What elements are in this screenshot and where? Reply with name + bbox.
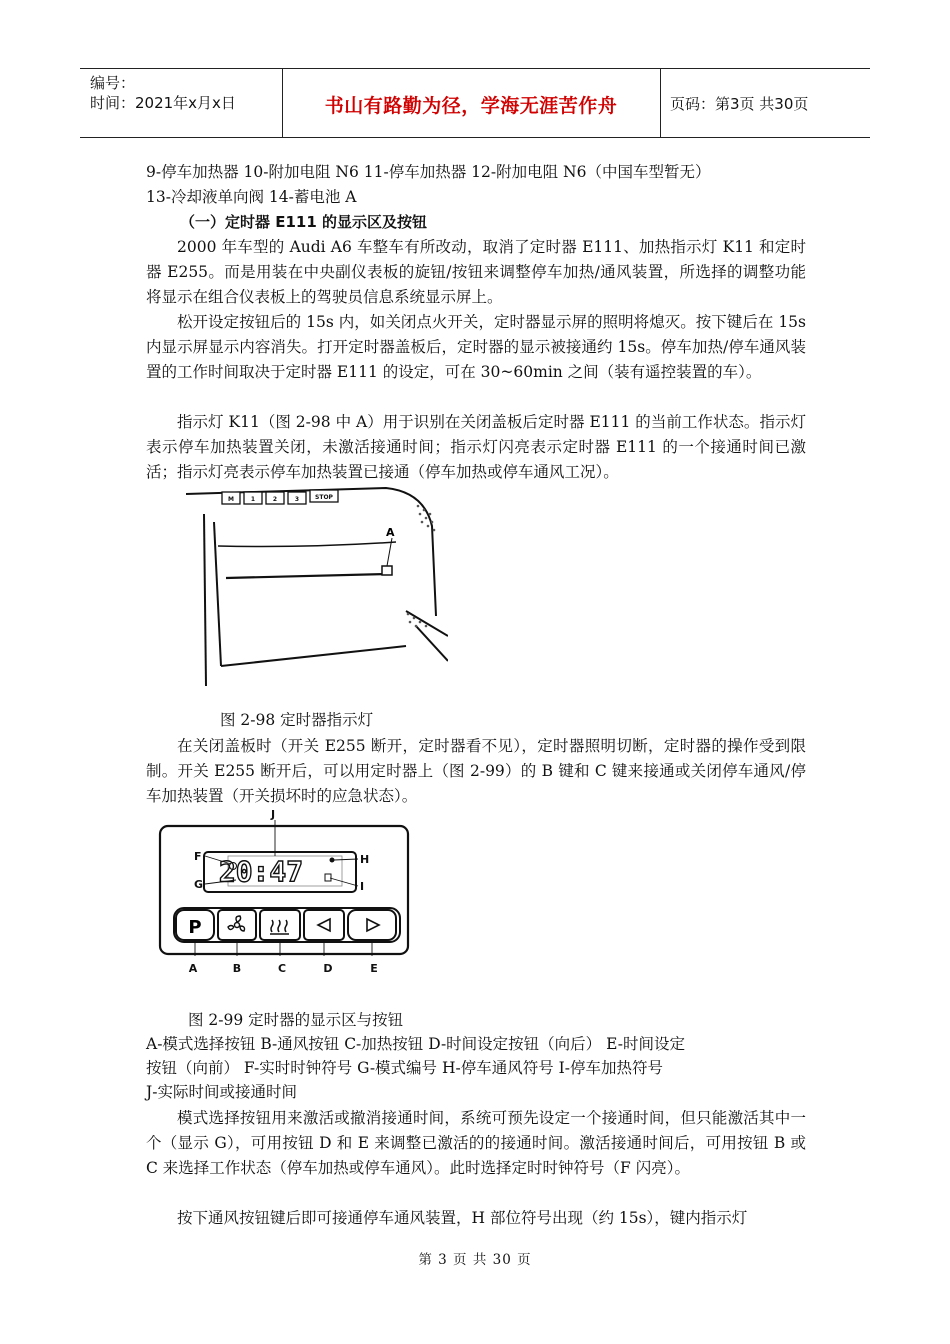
button-label-b: B bbox=[232, 962, 242, 975]
paragraph-2: 松开设定按钮后的 15s 内，如关闭点火开关，定时器显示屏的照明将熄灭。按下键后在 15s 内显示屏显示内容消失。打开定时器盖板后，定时器的显示被接通约 15s。停车加热/停车通风装置的工作时间取决于定时器 E111 的设定，可在 30~60min 之间（装有遥控装置的车）。 bbox=[146, 313, 806, 381]
header-page-cell bbox=[660, 69, 870, 137]
paragraph-1: 2000 年车型的 Audi A6 车整车有所改动，取消了定时器 E111、加热指示灯 K11 和定时器 E255。而是用装在中央副仪表板的旋钮/按钮来调整停车加热/通风装置，所选择的调整功能将显示在组合仪表板上的驾驶员信息系统显示屏上。 bbox=[146, 238, 806, 306]
label-g: G bbox=[194, 878, 204, 891]
button-label-d: D bbox=[323, 962, 333, 975]
key-stop: STOP bbox=[315, 494, 333, 501]
label-i: I bbox=[360, 880, 365, 893]
legend-line-2: 按钮（向前） F-实时时钟符号 G-模式编号 H-停车通风符号 I-停车加热符号 bbox=[146, 1059, 664, 1077]
header-info-cell bbox=[80, 69, 283, 137]
header-motto-cell bbox=[282, 69, 661, 137]
key-3: 3 bbox=[294, 496, 300, 503]
key-1: 1 bbox=[250, 496, 256, 503]
button-label-c: C bbox=[277, 962, 287, 975]
paragraph-3: 指示灯 K11（图 2-98 中 A）用于识别在关闭盖板后定时器 E111 的当前工作状态。指示灯表示停车加热装置关闭，未激活接通时间；指示灯闪亮表示定时器 E111 的一个接通时间已激活；指示灯亮表示停车加热装置已接通（停车加热或停车通风工况）。 bbox=[146, 413, 806, 481]
button-label-a: A bbox=[188, 962, 198, 975]
figure2-caption: 图 2-99 定时器的显示区与按钮 bbox=[188, 1011, 404, 1029]
section-title: （一）定时器 E111 的显示区及按钮 bbox=[180, 213, 428, 231]
legend-line-top-1: 9-停车加热器 10-附加电阻 N6 11-停车加热器 12-附加电阻 N6（中国车型暂无） bbox=[146, 163, 711, 181]
label-j: J bbox=[271, 808, 276, 821]
timer-indicator-figure bbox=[186, 486, 448, 690]
p-symbol: P bbox=[188, 917, 202, 938]
key-m: M bbox=[228, 496, 234, 503]
paragraph-5: 模式选择按钮用来激活或撤消接通时间，系统可预先设定一个接通时间，但只能激活其中一个（显示 G），可用按钮 D 和 E 来调整已激活的的接通时间。激活接通时间后，可用按钮 B 或 C 来选择工作状态（停车加热或停车通风）。此时选择定时时钟符号（F 闪亮）。 bbox=[146, 1109, 806, 1177]
page-header bbox=[80, 68, 870, 138]
panel-outline bbox=[186, 488, 436, 616]
indicator-lamp-k11 bbox=[382, 566, 392, 575]
figure1-caption: 图 2-98 定时器指示灯 bbox=[220, 711, 374, 729]
callout-a: A bbox=[386, 526, 395, 539]
vent-button bbox=[218, 910, 256, 940]
fan-symbol bbox=[330, 858, 335, 863]
label-f: F bbox=[194, 850, 202, 863]
page-label: 页码：第3页 共30页 bbox=[670, 95, 809, 113]
paragraph-6: 按下通风按钮键后即可接通停车通风装置，H 部位符号出现（约 15s），键内指示灯 bbox=[177, 1209, 748, 1227]
page-footer: 第 3 页 共 30 页 bbox=[418, 1252, 532, 1268]
legend-line-1: A-模式选择按钮 B-通风按钮 C-加热按钮 D-时间设定按钮（向后） E-时间设定 bbox=[146, 1035, 685, 1053]
timer-display-figure bbox=[158, 808, 412, 978]
legend-line-top-2: 13-冷却液单向阀 14-蓄电池 A bbox=[146, 188, 357, 206]
time-label: 时间：2021年x月x日 bbox=[90, 94, 236, 112]
display-time: 20:47 bbox=[218, 855, 304, 888]
key-2: 2 bbox=[272, 496, 278, 503]
label-h: H bbox=[360, 853, 370, 866]
legend-line-3: J-实际时间或接通时间 bbox=[146, 1083, 297, 1101]
number-label: 编号： bbox=[90, 74, 136, 92]
paragraph-4: 在关闭盖板时（开关 E255 断开，定时器看不见），定时器照明切断，定时器的操作受到限制。开关 E255 断开后，可以用定时器上（图 2-99）的 B 键和 C 键来接通或关闭停车通风/停车加热装置（开关损坏时的应急状态）。 bbox=[146, 737, 806, 805]
motto: 书山有路勤为径，学海无涯苦作舟 bbox=[324, 95, 618, 117]
button-label-e: E bbox=[370, 962, 378, 975]
